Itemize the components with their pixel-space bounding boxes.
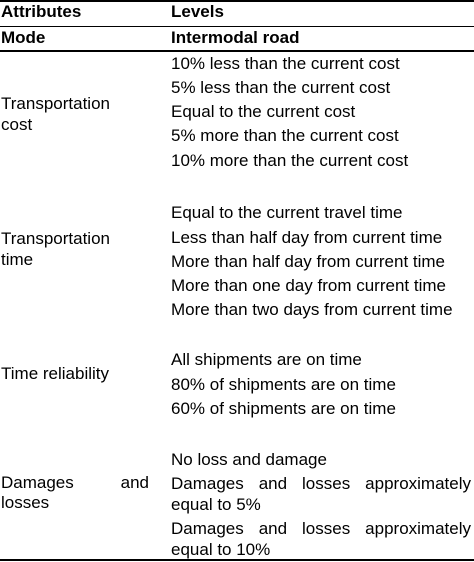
- attribute-transportation-time-line1: Transportation: [1, 229, 110, 248]
- level-item: Equal to the current travel time: [171, 203, 403, 222]
- level-item: No loss and damage: [171, 450, 327, 469]
- mode-value: Intermodal road: [171, 28, 300, 47]
- mode-row-rule: [0, 50, 474, 52]
- level-item: equal to 5%: [171, 495, 261, 514]
- attribute-damages-losses-line2: losses: [1, 493, 50, 512]
- level-item: equal to 10%: [171, 540, 271, 559]
- level-item: 10% less than the current cost: [171, 54, 400, 73]
- attribute-damages-losses-line1: Damages and: [1, 473, 149, 492]
- level-item: More than half day from current time: [171, 252, 446, 271]
- level-item: 5% more than the current cost: [171, 126, 399, 145]
- header-attributes: Attributes: [1, 2, 82, 21]
- level-item: 60% of shipments are on time: [171, 399, 396, 418]
- level-item: Damages and losses approximately: [171, 474, 471, 493]
- level-item: 10% more than the current cost: [171, 151, 409, 170]
- attribute-time-reliability: Time reliability: [1, 364, 110, 383]
- level-item: More than two days from current time: [171, 300, 453, 319]
- mode-label: Mode: [1, 28, 46, 47]
- level-item: Less than half day from current time: [171, 228, 443, 247]
- attribute-transportation-cost-line2: cost: [1, 115, 33, 134]
- level-item: More than one day from current time: [171, 276, 446, 295]
- level-item: All shipments are on time: [171, 350, 362, 369]
- level-item: Damages and losses approximately: [171, 519, 471, 538]
- level-item: Equal to the current cost: [171, 102, 356, 121]
- attribute-transportation-time-line2: time: [1, 250, 34, 269]
- level-item: 80% of shipments are on time: [171, 375, 396, 394]
- attribute-transportation-cost-line1: Transportation: [1, 94, 110, 113]
- level-item: 5% less than the current cost: [171, 78, 391, 97]
- header-levels: Levels: [171, 2, 224, 21]
- header-rule: [0, 26, 474, 27]
